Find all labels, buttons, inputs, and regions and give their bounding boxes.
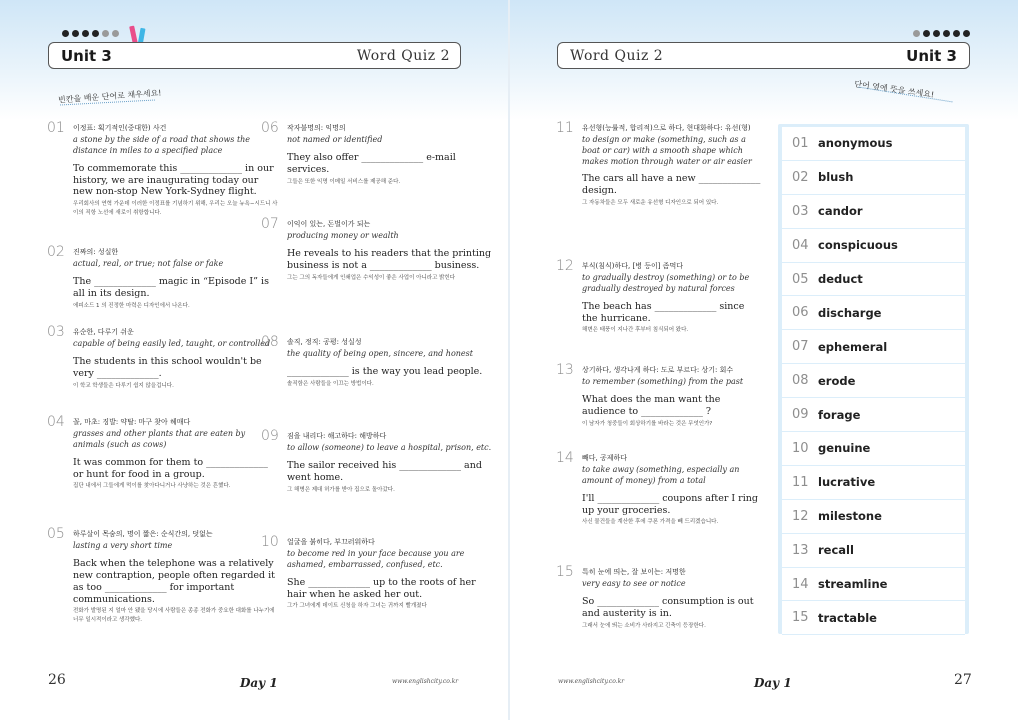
example-sentence: The beach has _____________ since the hurricane.	[582, 300, 745, 324]
entry-number: 12	[556, 258, 574, 274]
entry-number: 01	[47, 120, 65, 136]
word-number: 03	[792, 203, 809, 219]
page-number-left: 26	[48, 672, 66, 688]
right-hint: 단어 옆에 뜻을 쓰세요!	[853, 79, 935, 100]
answer-word: discharge	[818, 305, 882, 320]
day-label: Day 1	[754, 676, 792, 690]
korean-translation: 해변은 태풍이 지나간 후부터 침식되어 왔다.	[582, 327, 689, 334]
example-sentence: The _____________ magic in “Episode I” is all in its design.	[73, 275, 269, 299]
example-sentence: The students in this school wouldn't be very _____________.	[73, 355, 262, 379]
word-number: 14	[792, 576, 809, 592]
korean-meaning: 이정표: 획기적인(중대한) 사건	[73, 124, 167, 132]
word-number: 10	[792, 440, 809, 456]
day-label: Day 1	[240, 676, 278, 690]
quiz-entry	[47, 324, 278, 390]
answer-word: recall	[818, 543, 854, 558]
word-number: 02	[792, 169, 809, 185]
answer-word: anonymous	[818, 136, 893, 151]
unit-label: Unit 3	[906, 47, 957, 65]
answer-word-row	[782, 568, 965, 602]
quiz-entry	[556, 258, 762, 335]
english-definition: grasses and other plants that are eaten by animals (such as cows)	[73, 429, 246, 449]
korean-meaning: 얼굴을 붉히다, 부끄러워하다	[287, 538, 375, 546]
english-definition: the quality of being open, sincere, and honest	[287, 349, 473, 359]
korean-translation: 사신 물건들을 계산한 후에 쿠폰 가격을 빼 드리겠습니다.	[582, 519, 719, 526]
korean-translation: 그 자동차들은 모두 새로운 유선형 디자인으로 되어 있다.	[582, 200, 719, 207]
korean-translation: 이 남자가 청중들이 회상하기를 바라는 것은 무엇인가?	[582, 420, 713, 427]
unit-label: Unit 3	[61, 47, 112, 65]
korean-meaning: 진짜의: 성실한	[73, 248, 119, 256]
answer-word: streamline	[818, 577, 888, 592]
answer-word-row	[782, 601, 965, 635]
quiz-entry	[556, 564, 762, 630]
entry-number: 14	[556, 450, 574, 466]
example-sentence: She _____________ up to the roots of her hair when he asked her out.	[287, 576, 476, 600]
english-definition: capable of being easily led, taught, or controlled	[73, 339, 271, 349]
korean-meaning: 빼다, 공제하다	[582, 454, 628, 462]
quiz-entry	[47, 414, 278, 491]
word-number: 05	[792, 271, 809, 287]
answer-word-row	[782, 127, 965, 161]
word-number: 12	[792, 508, 809, 524]
quiz-entry	[261, 216, 492, 282]
korean-translation: 전화가 발명된 지 얼마 안 됐을 당시에 사람들은 종종 전화가 중요한 대화를 나누기에 너무 일시적이라고 생각했다.	[73, 608, 275, 624]
korean-meaning: 하루살이 목숨의, 명이 짧은: 순식간의, 덧없는	[73, 530, 213, 538]
answer-word-row	[782, 161, 965, 195]
word-number: 11	[792, 474, 809, 490]
decorative-dots	[913, 30, 970, 37]
right-header-bar	[557, 42, 970, 69]
answer-word-row	[782, 296, 965, 330]
answer-word-row	[782, 432, 965, 466]
english-definition: to take away (something, especially an amount of money) from a total	[582, 465, 740, 485]
english-definition: to allow (someone) to leave a hospital, prison, etc.	[287, 443, 492, 453]
korean-translation: 그가 그녀에게 데이트 신청을 하자 그녀는 귀까지 빨개졌다	[287, 603, 427, 610]
entry-number: 05	[47, 526, 65, 542]
korean-translation: 우리회사의 연혁 가운데 이러한 이정표를 기념하기 위해, 우리는 오늘 뉴욕−시드니 사이의 직항 노선에 새로이 취항합니다.	[73, 201, 278, 217]
quiz-entry	[261, 334, 492, 389]
answer-word: ephemeral	[818, 339, 888, 354]
answer-word-row	[782, 330, 965, 364]
answer-word-row	[782, 195, 965, 229]
answer-word: milestone	[818, 509, 882, 524]
english-definition: actual, real, or true; not false or fake	[73, 259, 224, 269]
example-sentence: He reveals to his readers that the printing business is not a _____________ business.	[287, 247, 492, 271]
korean-meaning: 이익이 있는, 돈벌이가 되는	[287, 220, 371, 228]
english-definition: to become red in your face because you are ashamed, embarrassed, confused, etc.	[287, 549, 465, 569]
answer-word-panel	[778, 124, 969, 634]
example-sentence: What does the man want the audience to _____________ ?	[582, 393, 721, 417]
answer-word-row	[782, 534, 965, 568]
example-sentence: The cars all have a new _____________ design.	[582, 173, 761, 197]
answer-word-row	[782, 263, 965, 297]
left-hint: 빈칸을 배운 단어로 채우세요!	[57, 88, 162, 105]
quiz-title: Word Quiz 2	[570, 48, 664, 64]
english-definition: very easy to see or notice	[582, 579, 686, 589]
word-number: 04	[792, 237, 809, 253]
english-definition: producing money or wealth	[287, 231, 399, 241]
quiz-entry	[261, 428, 492, 494]
english-definition: a stone by the side of a road that shows the distance in miles to a specified place	[73, 135, 251, 155]
quiz-entry	[47, 244, 278, 310]
answer-word-row	[782, 466, 965, 500]
answer-word-row	[782, 229, 965, 263]
english-definition: not named or identified	[287, 135, 383, 145]
korean-translation: 그들은 또한 익명 이메일 서비스를 제공해 준다.	[287, 178, 401, 185]
left-header-bar	[48, 42, 461, 69]
answer-word: forage	[818, 407, 861, 422]
example-sentence: To commemorate this _____________ in our history, we are inaugurating today our new non-stop New York-Sydney flight.	[73, 162, 274, 198]
english-definition: to remember (something) from the past	[582, 377, 744, 387]
korean-meaning: 유순한, 다루기 쉬운	[73, 328, 134, 336]
answer-word: genuine	[818, 441, 871, 456]
answer-word-row	[782, 398, 965, 432]
website-label: www.englishcity.co.kr	[558, 678, 625, 685]
entry-number: 09	[261, 428, 279, 444]
korean-meaning: 꼴, 마초: 징발: 약탈: 마구 찾아 헤매다	[73, 418, 191, 426]
example-sentence: They also offer _____________ e-mail services.	[287, 151, 456, 175]
english-definition: lasting a very short time	[73, 541, 173, 551]
korean-translation: 집단 내에서 그들에게 먹이를 찾아다니거나 사냥하는 것은 흔했다.	[73, 483, 231, 490]
answer-word: conspicuous	[818, 238, 898, 253]
entry-number: 02	[47, 244, 65, 260]
answer-word: blush	[818, 170, 854, 185]
word-number: 01	[792, 135, 809, 151]
answer-word: deduct	[818, 272, 863, 286]
answer-word: tractable	[818, 610, 877, 625]
korean-meaning: 부식(침식)하다, [병 등이] 좀먹다	[582, 262, 683, 270]
english-definition: to design or make (something, such as a boat or car) with a smooth shape which makes motion through water or air easier	[582, 135, 752, 166]
entry-number: 08	[261, 334, 279, 350]
korean-meaning: 솔직, 정직: 공평: 성실성	[287, 338, 362, 346]
quiz-entry	[556, 450, 762, 527]
example-sentence: It was common for them to _____________ or hunt for food in a group.	[73, 456, 268, 480]
decorative-dots	[62, 30, 119, 37]
example-sentence: _____________ is the way you lead people.	[287, 365, 483, 377]
example-sentence: The sailor received his _____________ and went home.	[287, 459, 482, 483]
korean-translation: 그는 그의 독자들에게 인쇄업은 수익성이 좋은 사업이 아니라고 밝힌다	[287, 274, 456, 281]
answer-word-row	[782, 364, 965, 398]
word-number: 13	[792, 542, 809, 558]
entry-number: 03	[47, 324, 65, 340]
quiz-title: Word Quiz 2	[356, 48, 450, 64]
quiz-entry	[261, 120, 492, 186]
korean-meaning: 상기하다, 생각나게 하다: 도로 부르다: 상기: 회수	[582, 366, 734, 374]
answer-word: erode	[818, 373, 856, 388]
korean-translation: 솔직함은 사람들을 이끄는 방법이다.	[287, 380, 374, 387]
quiz-entry	[556, 120, 762, 208]
word-number: 09	[792, 407, 809, 423]
word-number: 15	[792, 610, 809, 626]
quiz-entry	[47, 526, 278, 625]
english-definition: to gradually destroy (something) or to be gradually destroyed by natural forces	[582, 273, 750, 293]
website-label: www.englishcity.co.kr	[392, 678, 459, 685]
korean-translation: 이 학교 학생들은 다루기 쉽지 않을겁니다.	[73, 382, 174, 389]
korean-translation: 에피소드 1 의 진정한 마력은 디자인에서 나온다.	[73, 302, 190, 309]
quiz-entry	[556, 362, 762, 428]
word-number: 07	[792, 339, 809, 355]
answer-word: lucrative	[818, 475, 876, 490]
page-spine	[508, 0, 510, 720]
word-number: 06	[792, 305, 809, 321]
example-sentence: So _____________ consumption is out and austerity is in.	[582, 595, 754, 619]
korean-meaning: 유선형(능률적, 합리적)으로 하다, 현대화하다: 유선(형)	[582, 124, 751, 132]
quiz-entry	[261, 534, 492, 611]
korean-meaning: 특히 눈에 띄는, 잘 보이는: 저명한	[582, 568, 686, 576]
answer-word-row	[782, 500, 965, 534]
example-sentence: I'll _____________ coupons after I ring up your groceries.	[582, 492, 758, 516]
entry-number: 04	[47, 414, 65, 430]
korean-translation: 그래서 눈에 띄는 소비가 사라지고 긴축이 등장한다.	[582, 622, 706, 629]
entry-number: 13	[556, 362, 574, 378]
word-number: 08	[792, 373, 809, 389]
answer-word: candor	[818, 204, 863, 219]
page-number-right: 27	[954, 672, 972, 688]
entry-number: 10	[261, 534, 279, 550]
example-sentence: Back when the telephone was a relatively new contraption, people often regarded it as too _____________ for important communications.	[73, 557, 275, 605]
korean-meaning: 짐을 내리다: 해고하다: 해방하다	[287, 432, 387, 440]
korean-meaning: 작자불명의: 익명의	[287, 124, 346, 132]
korean-translation: 그 해병은 제대 허가를 받아 집으로 돌아갔다.	[287, 486, 395, 493]
quiz-entry	[47, 120, 278, 218]
entry-number: 15	[556, 564, 574, 580]
entry-number: 07	[261, 216, 279, 232]
entry-number: 11	[556, 120, 574, 136]
entry-number: 06	[261, 120, 279, 136]
